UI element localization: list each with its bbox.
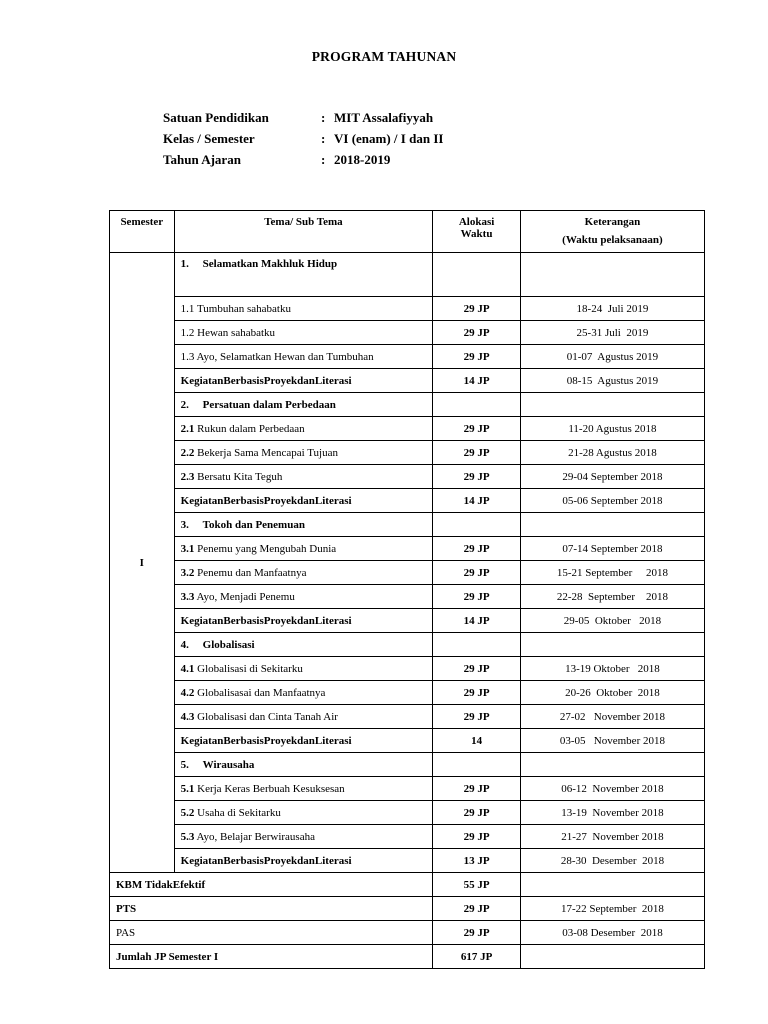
subtheme-code: 2.2 — [180, 446, 195, 459]
date-range: 27-02 November 2018 — [559, 710, 665, 723]
theme-row — [110, 753, 705, 777]
subtheme-cell — [174, 321, 433, 345]
subtheme-text: KegiatanBerbasisProyekdanLiterasi — [180, 374, 352, 387]
info-value: VI (enam) / I dan II — [334, 131, 444, 146]
theme-row — [110, 253, 705, 297]
alokasi-cell: 14 JP — [433, 369, 521, 393]
summary-label: PAS — [110, 921, 433, 945]
date-range: 13-19 November 2018 — [561, 806, 664, 819]
subtheme-cell — [174, 777, 433, 801]
theme-row — [110, 633, 705, 657]
subtheme-text: Rukun dalam Perbedaan — [197, 422, 305, 435]
subtheme-cell — [174, 657, 433, 681]
alokasi-cell: 29 JP — [433, 825, 521, 849]
subtheme-code: 3.1 — [180, 542, 195, 555]
theme-title: Selamatkan Makhluk Hidup — [202, 258, 338, 270]
subtheme-code: 4.2 — [180, 686, 195, 699]
subtheme-cell — [174, 345, 433, 369]
subtheme-cell — [174, 825, 433, 849]
kegiatan-row — [110, 849, 705, 873]
theme-number: 4. — [180, 638, 189, 651]
info-colon: : — [321, 152, 326, 167]
subtheme-text: KegiatanBerbasisProyekdanLiterasi — [180, 494, 352, 507]
date-range: 08-15 Agustus 2019 — [566, 374, 659, 387]
subtheme-text: 1.1 Tumbuhan sahabatku — [180, 302, 291, 315]
alokasi-cell: 29 JP — [433, 681, 521, 705]
summary-row — [110, 873, 705, 897]
table-header-row — [110, 211, 705, 253]
subtheme-row — [110, 465, 705, 489]
theme-number: 2. — [180, 398, 189, 411]
date-range: 29-05 Oktober 2018 — [563, 614, 662, 627]
keterangan-cell — [520, 297, 704, 321]
keterangan-cell — [520, 849, 704, 873]
summary-row — [110, 945, 705, 969]
alokasi-cell: 29 JP — [433, 657, 521, 681]
subtheme-cell — [174, 729, 433, 753]
subtheme-row — [110, 537, 705, 561]
keterangan-cell — [520, 897, 704, 921]
keterangan-cell — [520, 801, 704, 825]
subtheme-text: Globalisasi di Sekitarku — [197, 662, 303, 675]
subtheme-code: 5.1 — [180, 782, 195, 795]
summary-row — [110, 897, 705, 921]
date-range: 25-31 Juli 2019 — [576, 326, 649, 339]
alokasi-cell: 29 JP — [433, 321, 521, 345]
date-range: 01-07 Agustus 2019 — [566, 350, 659, 363]
subtheme-code: 2.1 — [180, 422, 195, 435]
theme-title-cell — [174, 633, 433, 657]
keterangan-cell — [520, 753, 704, 777]
subtheme-text: Ayo, Belajar Berwirausaha — [196, 830, 315, 843]
theme-title: Tokoh dan Penemuan — [202, 518, 305, 531]
theme-title: Persatuan dalam Perbedaan — [202, 398, 336, 411]
subtheme-cell — [174, 561, 433, 585]
keterangan-cell — [520, 681, 704, 705]
alokasi-cell: 29 JP — [433, 537, 521, 561]
header-keterangan-line1: Keterangan — [584, 216, 641, 228]
date-range: 03-08 Desember 2018 — [562, 926, 663, 939]
kegiatan-row — [110, 609, 705, 633]
keterangan-cell — [520, 321, 704, 345]
subtheme-code: 5.2 — [180, 806, 195, 819]
keterangan-cell — [520, 609, 704, 633]
subtheme-code: 4.3 — [180, 710, 195, 723]
subtheme-row — [110, 705, 705, 729]
info-value: MIT Assalafiyyah — [334, 110, 434, 125]
theme-title: Wirausaha — [202, 758, 255, 771]
subtheme-row — [110, 825, 705, 849]
subtheme-cell — [174, 297, 433, 321]
subtheme-code: 3.2 — [180, 566, 195, 579]
keterangan-cell — [520, 945, 704, 969]
header-keterangan — [520, 211, 704, 253]
subtheme-cell — [174, 705, 433, 729]
theme-number: 3. — [180, 518, 189, 531]
alokasi-cell: 29 JP — [433, 801, 521, 825]
alokasi-cell: 29 JP — [433, 417, 521, 441]
alokasi-cell: 29 JP — [433, 441, 521, 465]
subtheme-text: Kerja Keras Berbuah Kesuksesan — [197, 782, 345, 795]
keterangan-cell — [520, 345, 704, 369]
subtheme-text: 1.3 Ayo, Selamatkan Hewan dan Tumbuhan — [180, 350, 374, 363]
alokasi-cell: 29 JP — [433, 465, 521, 489]
keterangan-cell — [520, 921, 704, 945]
subtheme-text: 1.2 Hewan sahabatku — [180, 326, 276, 339]
alokasi-cell — [433, 633, 521, 657]
theme-number: 1. — [180, 258, 189, 270]
subtheme-row — [110, 657, 705, 681]
date-range: 15-21 September 2018 — [556, 566, 669, 579]
date-range: 21-28 Agustus 2018 — [568, 446, 657, 459]
subtheme-row — [110, 321, 705, 345]
alokasi-cell: 29 JP — [433, 705, 521, 729]
summary-row — [110, 921, 705, 945]
info-value: 2018-2019 — [334, 152, 391, 167]
subtheme-text: Globalisasai dan Manfaatnya — [197, 686, 326, 699]
alokasi-cell: 29 JP — [433, 777, 521, 801]
alokasi-cell: 29 JP — [433, 921, 521, 945]
alokasi-cell: 29 JP — [433, 345, 521, 369]
header-semester: Semester — [110, 211, 175, 253]
theme-title-cell — [174, 753, 433, 777]
date-range: 22-28 September 2018 — [556, 590, 669, 603]
alokasi-cell: 14 — [433, 729, 521, 753]
theme-number: 5. — [180, 758, 189, 771]
header-alokasi-line1: Alokasi — [458, 216, 495, 228]
keterangan-cell — [520, 561, 704, 585]
date-range: 11-20 Agustus 2018 — [568, 422, 657, 435]
keterangan-cell — [520, 513, 704, 537]
info-colon: : — [321, 131, 326, 146]
subtheme-cell — [174, 849, 433, 873]
info-label: Tahun Ajaran — [163, 152, 241, 167]
keterangan-cell — [520, 253, 704, 297]
alokasi-cell: 29 JP — [433, 297, 521, 321]
date-range: 29-04 September 2018 — [562, 470, 663, 483]
subtheme-row — [110, 585, 705, 609]
subtheme-row — [110, 441, 705, 465]
date-range: 06-12 November 2018 — [561, 782, 664, 795]
keterangan-cell — [520, 465, 704, 489]
keterangan-cell — [520, 417, 704, 441]
date-range: 21-27 November 2018 — [561, 830, 664, 843]
theme-row — [110, 393, 705, 417]
date-range: 18-24 Juli 2019 — [576, 302, 649, 315]
keterangan-cell — [520, 537, 704, 561]
subtheme-cell — [174, 681, 433, 705]
alokasi-cell — [433, 393, 521, 417]
alokasi-cell: 617 JP — [433, 945, 521, 969]
subtheme-row — [110, 297, 705, 321]
subtheme-cell — [174, 369, 433, 393]
kegiatan-row — [110, 729, 705, 753]
alokasi-cell: 14 JP — [433, 609, 521, 633]
subtheme-text: Usaha di Sekitarku — [197, 806, 281, 819]
header-alokasi — [433, 211, 521, 253]
subtheme-cell — [174, 465, 433, 489]
subtheme-cell — [174, 609, 433, 633]
subtheme-code: 4.1 — [180, 662, 195, 675]
info-row-kelas — [163, 128, 443, 149]
alokasi-cell: 14 JP — [433, 489, 521, 513]
subtheme-text: Ayo, Menjadi Penemu — [196, 590, 295, 603]
subtheme-row — [110, 777, 705, 801]
kegiatan-row — [110, 369, 705, 393]
subtheme-cell — [174, 441, 433, 465]
keterangan-cell — [520, 825, 704, 849]
subtheme-text: Globalisasi dan Cinta Tanah Air — [197, 710, 338, 723]
keterangan-cell — [520, 633, 704, 657]
subtheme-row — [110, 561, 705, 585]
subtheme-text: KegiatanBerbasisProyekdanLiterasi — [180, 734, 352, 747]
subtheme-row — [110, 681, 705, 705]
semester-cell: I — [110, 253, 175, 873]
keterangan-cell — [520, 777, 704, 801]
header-alokasi-line2: Waktu — [460, 228, 493, 240]
alokasi-cell — [433, 253, 521, 297]
theme-title: Globalisasi — [202, 638, 255, 651]
subtheme-text: Bersatu Kita Teguh — [197, 470, 283, 483]
keterangan-cell — [520, 393, 704, 417]
subtheme-text: KegiatanBerbasisProyekdanLiterasi — [180, 614, 352, 627]
subtheme-row — [110, 345, 705, 369]
subtheme-cell — [174, 801, 433, 825]
info-row-tahun — [163, 149, 443, 170]
theme-title-cell — [174, 393, 433, 417]
header-keterangan-line2: (Waktu pelaksanaan) — [562, 234, 663, 246]
alokasi-cell: 29 JP — [433, 585, 521, 609]
program-table — [109, 210, 705, 969]
keterangan-cell — [520, 489, 704, 513]
date-range: 13-19 Oktober 2018 — [565, 662, 660, 675]
alokasi-cell: 29 JP — [433, 897, 521, 921]
subtheme-code: 5.3 — [180, 830, 195, 843]
alokasi-cell: 29 JP — [433, 561, 521, 585]
date-range: 03-05 November 2018 — [559, 734, 665, 747]
alokasi-cell: 55 JP — [433, 873, 521, 897]
theme-title-cell — [174, 513, 433, 537]
subtheme-text: Bekerja Sama Mencapai Tujuan — [197, 446, 338, 459]
date-range: 28-30 Desember 2018 — [560, 854, 665, 867]
subtheme-cell — [174, 537, 433, 561]
table-body — [110, 253, 705, 969]
keterangan-cell — [520, 657, 704, 681]
kegiatan-row — [110, 489, 705, 513]
keterangan-cell — [520, 729, 704, 753]
info-label: Satuan Pendidikan — [163, 110, 269, 125]
alokasi-cell — [433, 513, 521, 537]
subtheme-cell — [174, 489, 433, 513]
keterangan-cell — [520, 873, 704, 897]
summary-label: KBM TidakEfektif — [110, 873, 433, 897]
keterangan-cell — [520, 705, 704, 729]
keterangan-cell — [520, 585, 704, 609]
date-range: 07-14 September 2018 — [562, 542, 663, 555]
subtheme-code: 3.3 — [180, 590, 195, 603]
info-row-satuan — [163, 107, 443, 128]
subtheme-text: KegiatanBerbasisProyekdanLiterasi — [180, 854, 352, 867]
info-label: Kelas / Semester — [163, 131, 255, 146]
info-colon: : — [321, 110, 326, 125]
keterangan-cell — [520, 369, 704, 393]
date-range: 17-22 September 2018 — [560, 902, 664, 915]
subtheme-text: Penemu dan Manfaatnya — [197, 566, 307, 579]
page-title: PROGRAM TAHUNAN — [311, 49, 457, 64]
date-range: 20-26 Oktober 2018 — [565, 686, 660, 699]
subtheme-cell — [174, 417, 433, 441]
alokasi-cell: 13 JP — [433, 849, 521, 873]
document-info — [163, 107, 443, 170]
theme-row — [110, 513, 705, 537]
subtheme-cell — [174, 585, 433, 609]
theme-title-cell — [174, 253, 433, 297]
alokasi-cell — [433, 753, 521, 777]
keterangan-cell — [520, 441, 704, 465]
summary-label: PTS — [110, 897, 433, 921]
subtheme-row — [110, 801, 705, 825]
header-tema: Tema/ Sub Tema — [174, 211, 433, 253]
subtheme-text: Penemu yang Mengubah Dunia — [197, 542, 337, 555]
summary-label: Jumlah JP Semester I — [110, 945, 433, 969]
subtheme-row — [110, 417, 705, 441]
subtheme-code: 2.3 — [180, 470, 195, 483]
date-range: 05-06 September 2018 — [562, 494, 663, 507]
